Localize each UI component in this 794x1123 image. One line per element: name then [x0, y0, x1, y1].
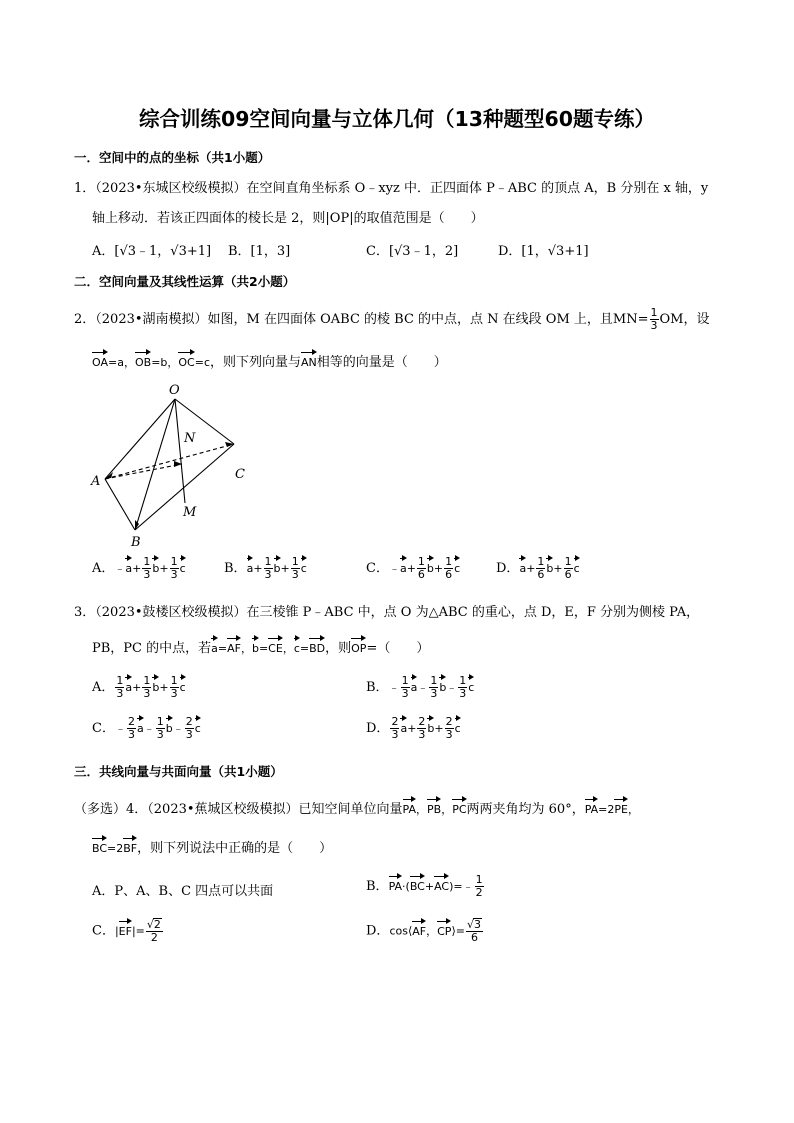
edge-ob: [135, 399, 175, 530]
q2-line1-text: 2．（2023•湖南模拟）如图，M 在四面体 OABC 的棱 BC 的中点，点 N 在线段 OM 上，且: [74, 312, 613, 327]
vec-oa: OA: [92, 350, 108, 369]
section-heading-3: 三．共线向量与共面向量（共1小题）: [74, 764, 283, 779]
q1-line2: 轴上移动．若该正四面体的棱长是 2，则|OP|的取值范围是（ ）: [92, 211, 484, 226]
q2-option-d: D．a+ $\frac{1}{6}$ b+ $\frac{1}{6}$ c: [496, 555, 580, 581]
label-o: O: [169, 383, 180, 398]
q4-option-c: C．|EF|= $\frac{√2}{2}$: [92, 918, 161, 944]
q4-line1: （多选）4．（2023•蕉城区校级模拟）已知空间单位向量PA，PB，PC两两夹角均为 60°，PA=2PE，: [74, 797, 639, 817]
vec-an: AN: [301, 350, 317, 369]
q2-option-a: A．﹣a+ $\frac{1}{3}$ b+ $\frac{1}{3}$ c: [92, 555, 186, 581]
label-c: C: [235, 467, 245, 482]
label-b: B: [131, 535, 141, 548]
q2-option-c: C．﹣a+ $\frac{1}{6}$ b+ $\frac{1}{6}$ c: [366, 555, 461, 581]
q1-option-b: B．[1，3]: [228, 244, 291, 259]
q4-line2: BC=2BF，则下列说法中正确的是（ ）: [92, 836, 332, 856]
q2-mn: MN=: [612, 312, 649, 327]
section-heading-1: 一．空间中的点的坐标（共1小题）: [74, 150, 271, 165]
label-a: A: [91, 474, 101, 489]
q1-option-a: A．[√3﹣1，√3+1]: [92, 244, 212, 259]
q3-line1: 3．（2023•鼓楼区校级模拟）在三棱锥 P﹣ABC 中，点 O 为△ABC 的重心，点 D，E，F 分别为侧棱 PA，: [74, 605, 700, 620]
label-n: N: [184, 431, 196, 446]
q2-line2: OA=a，OB=b，OC=c，则下列向量与AN相等的向量是（ ）: [92, 350, 447, 370]
vec-oc: OC: [178, 350, 194, 369]
edge-ab: [105, 479, 135, 530]
q3-option-a: A． $\frac{1}{3}$ a+ $\frac{1}{3}$ b+ $\frac{1}{3}$ c: [92, 674, 186, 700]
arrow-a: [105, 472, 113, 479]
q2-line2-end: 相等的向量是（ ）: [316, 355, 447, 370]
q1-option-d: D．[1，√3+1]: [498, 244, 589, 259]
page-title: 综合训练09空间向量与立体几何（13种题型60题专练）: [138, 107, 656, 131]
q2-option-b: B．a+ $\frac{1}{3}$ b+ $\frac{1}{3}$ c: [224, 555, 307, 581]
q1-line1: 1．（2023•东城区校级模拟）在空间直角坐标系 O﹣xyz 中．正四面体 P﹣ABC 的顶点 A，B 分别在 x 轴，y: [74, 181, 709, 196]
q3-option-d: D． $\frac{2}{3}$ a+ $\frac{2}{3}$ b+ $\frac{2}{3}$ c: [366, 715, 461, 741]
vec-ob: OB: [135, 350, 151, 369]
q4-option-d: D．cos⟨AF，CP⟩= $\frac{√3}{6}$: [366, 918, 481, 944]
q4-option-a: A．P、A、B、C 四点可以共面: [92, 884, 274, 899]
section-heading-2: 二．空间向量及其线性运算（共2小题）: [74, 274, 296, 289]
q2-line1: [74, 307, 709, 332]
q4-option-b: B．PA·(BC+AC)=﹣ $\frac{1}{2}$: [366, 873, 483, 899]
q2-om: OM，设: [659, 312, 710, 327]
tetrahedron-figure: [84, 378, 264, 548]
q3-option-b: B．﹣ $\frac{1}{3}$ a﹣ $\frac{1}{3}$ b﹣ $\frac{1}{3}$ c: [366, 674, 475, 700]
edge-oa: [105, 399, 175, 479]
q3-line2: PB，PC 的中点，若a=AF，b=CE，c=BD，则OP=（ ）: [92, 636, 429, 656]
q2-line2-tail: ，则下列向量与: [210, 355, 302, 370]
q1-option-c: C．[√3﹣1，2]: [366, 244, 459, 259]
q3-option-c: C．﹣ $\frac{2}{3}$ a﹣ $\frac{1}{3}$ b﹣ $\frac{2}{3}$ c: [92, 715, 201, 741]
label-m: M: [183, 505, 197, 520]
q2-fraction-one-third: $\frac{1}{3}$: [650, 306, 658, 332]
